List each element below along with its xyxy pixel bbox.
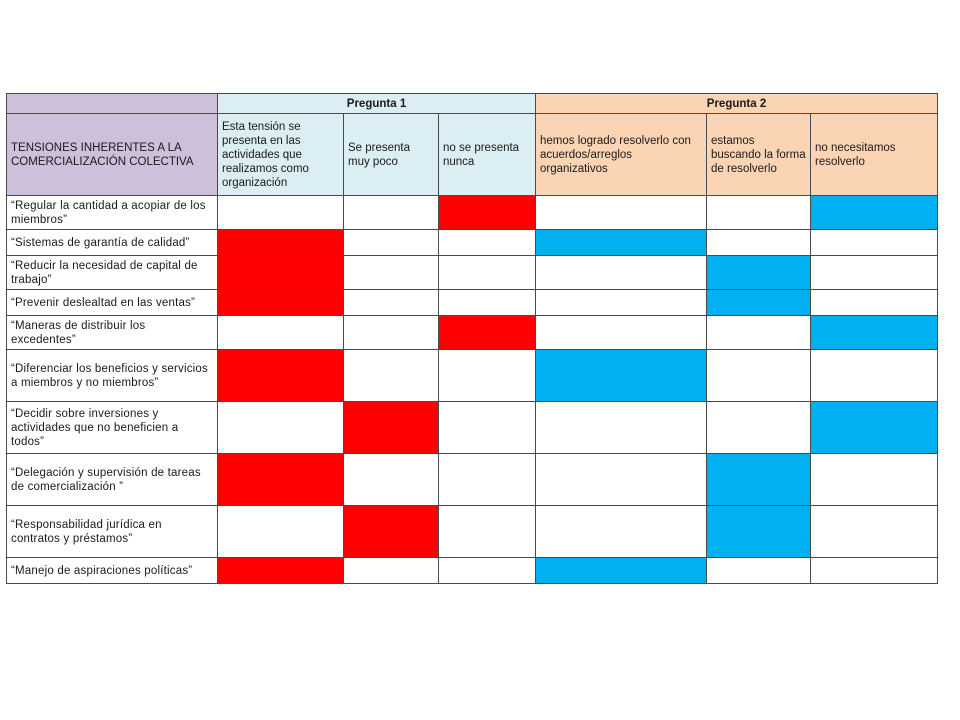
q1-marked-cell — [218, 290, 344, 316]
q1-empty-cell — [218, 506, 344, 558]
q2-empty-cell — [811, 454, 938, 506]
q1-marked-cell — [218, 350, 344, 402]
group-header-row — [7, 94, 938, 114]
q2-marked-cell — [811, 402, 938, 454]
q2-empty-cell — [536, 402, 707, 454]
q2-empty-cell — [707, 196, 811, 230]
q2-marked-cell — [536, 230, 707, 256]
q2-empty-cell — [707, 558, 811, 584]
q1-empty-cell — [344, 196, 439, 230]
q2-empty-cell — [707, 350, 811, 402]
q1-empty-cell — [439, 290, 536, 316]
q1-empty-cell — [344, 454, 439, 506]
tension-label: “Manejo de aspiraciones políticas” — [7, 558, 218, 584]
q1-marked-cell — [439, 196, 536, 230]
q1-marked-cell — [218, 558, 344, 584]
tension-label: “Delegación y supervisión de tareas de comercialización ” — [7, 454, 218, 506]
q2-empty-cell — [707, 402, 811, 454]
q1-empty-cell — [439, 256, 536, 290]
table-row — [7, 256, 938, 290]
q2-marked-cell — [536, 558, 707, 584]
q1-empty-cell — [439, 454, 536, 506]
q1-option-1: Esta tensión se presenta en las actividades que realizamos como organización — [218, 114, 344, 196]
q1-marked-cell — [439, 316, 536, 350]
q1-empty-cell — [218, 316, 344, 350]
tension-label: “Sistemas de garantía de calidad” — [7, 230, 218, 256]
tension-rows — [7, 196, 938, 584]
q2-option-2: estamos buscando la forma de resolverlo — [707, 114, 811, 196]
q1-option-2: Se presenta muy poco — [344, 114, 439, 196]
tensions-table — [6, 93, 938, 584]
tension-label: “Maneras de distribuir los excedentes” — [7, 316, 218, 350]
topic-header: TENSIONES INHERENTES A LA COMERCIALIZACIÓN COLECTIVA — [7, 114, 218, 196]
q1-empty-cell — [439, 402, 536, 454]
group-header-pregunta-2: Pregunta 2 — [536, 94, 938, 114]
q2-marked-cell — [707, 290, 811, 316]
q2-option-1: hemos logrado resolverlo con acuerdos/arreglos organizativos — [536, 114, 707, 196]
table-row — [7, 290, 938, 316]
q1-marked-cell — [218, 454, 344, 506]
q1-empty-cell — [218, 196, 344, 230]
tension-label: “Diferenciar los beneficios y servicios a miembros y no miembros” — [7, 350, 218, 402]
q2-marked-cell — [707, 454, 811, 506]
q1-empty-cell — [439, 558, 536, 584]
q2-empty-cell — [811, 256, 938, 290]
q2-marked-cell — [707, 506, 811, 558]
q1-empty-cell — [344, 230, 439, 256]
q1-empty-cell — [344, 316, 439, 350]
tension-label: “Reducir la necesidad de capital de trabajo” — [7, 256, 218, 290]
q1-empty-cell — [344, 290, 439, 316]
q1-empty-cell — [439, 350, 536, 402]
q1-empty-cell — [218, 402, 344, 454]
q2-empty-cell — [536, 256, 707, 290]
group-header-pregunta-1: Pregunta 1 — [218, 94, 536, 114]
topic-header-blank — [7, 94, 218, 114]
table-row — [7, 402, 938, 454]
tension-label: “Decidir sobre inversiones y actividades que no beneficien a todos” — [7, 402, 218, 454]
q1-option-3: no se presenta nunca — [439, 114, 536, 196]
q2-empty-cell — [811, 350, 938, 402]
q1-marked-cell — [344, 506, 439, 558]
q1-marked-cell — [218, 230, 344, 256]
q2-empty-cell — [707, 230, 811, 256]
q2-empty-cell — [707, 316, 811, 350]
q2-empty-cell — [536, 454, 707, 506]
q1-empty-cell — [439, 230, 536, 256]
q2-marked-cell — [811, 316, 938, 350]
q2-marked-cell — [811, 196, 938, 230]
table-row — [7, 350, 938, 402]
tension-label: “Regular la cantidad a acopiar de los miembros” — [7, 196, 218, 230]
table-row — [7, 506, 938, 558]
q1-empty-cell — [344, 350, 439, 402]
q2-empty-cell — [811, 290, 938, 316]
table-row — [7, 316, 938, 350]
q2-option-3: no necesitamos resolverlo — [811, 114, 938, 196]
q2-marked-cell — [707, 256, 811, 290]
q2-empty-cell — [536, 290, 707, 316]
q1-empty-cell — [344, 558, 439, 584]
table-row — [7, 558, 938, 584]
q2-empty-cell — [536, 196, 707, 230]
option-header-row — [7, 114, 938, 196]
q1-marked-cell — [344, 402, 439, 454]
q2-empty-cell — [536, 316, 707, 350]
table-row — [7, 196, 938, 230]
q2-empty-cell — [811, 506, 938, 558]
tension-label: “Prevenir deslealtad en las ventas” — [7, 290, 218, 316]
q2-empty-cell — [811, 558, 938, 584]
q1-empty-cell — [439, 506, 536, 558]
table-row — [7, 454, 938, 506]
q2-empty-cell — [536, 506, 707, 558]
q1-marked-cell — [218, 256, 344, 290]
tension-label: “Responsabilidad jurídica en contratos y préstamos” — [7, 506, 218, 558]
q1-empty-cell — [344, 256, 439, 290]
q2-marked-cell — [536, 350, 707, 402]
q2-empty-cell — [811, 230, 938, 256]
table-row — [7, 230, 938, 256]
